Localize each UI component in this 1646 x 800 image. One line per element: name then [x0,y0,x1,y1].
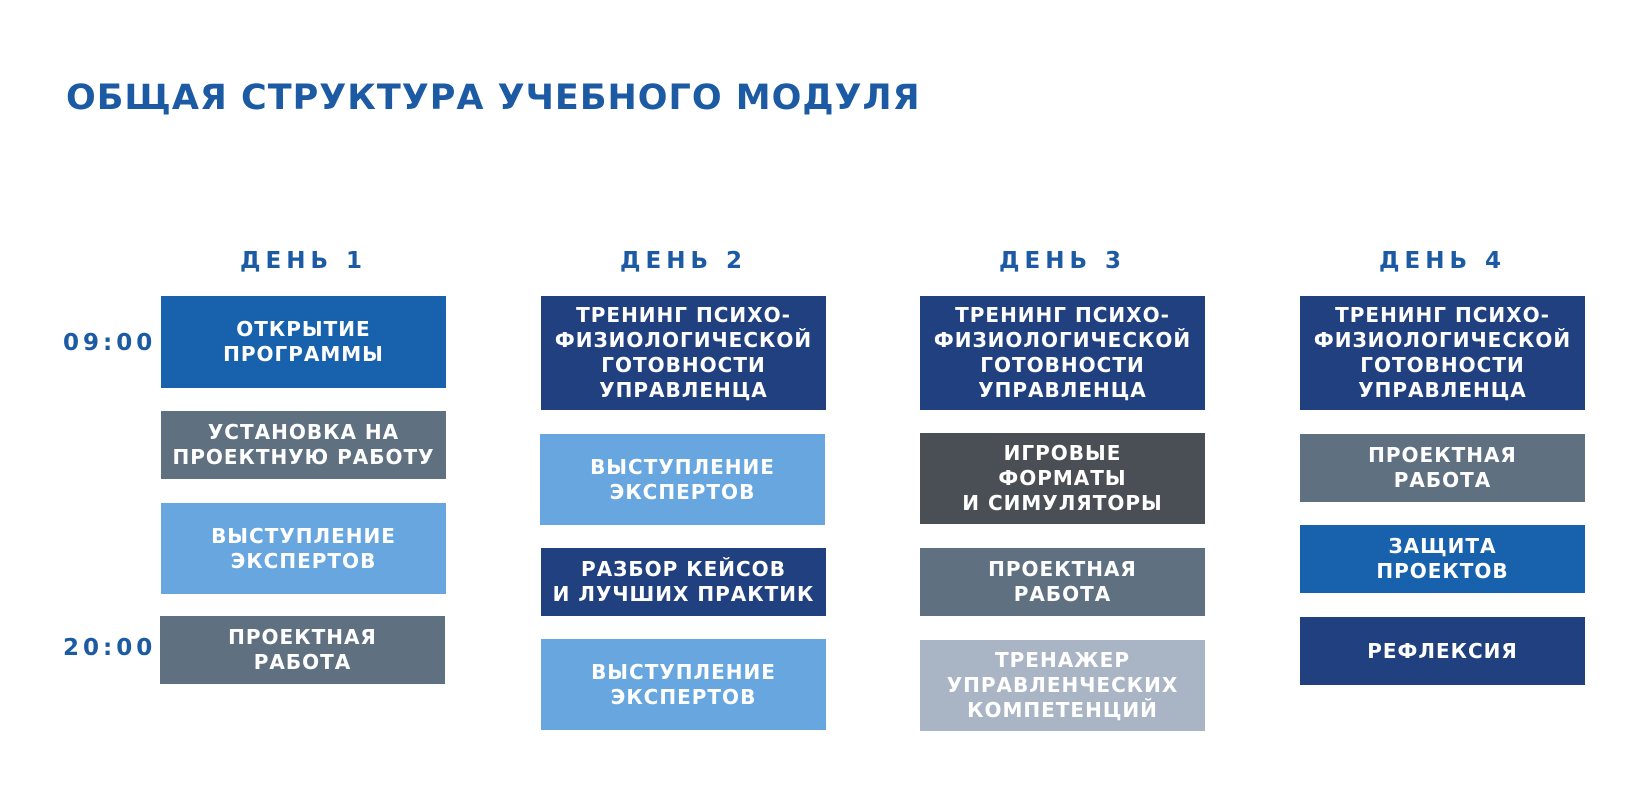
day-3-block-games: ИГРОВЫЕ ФОРМАТЫ И СИМУЛЯТОРЫ [920,433,1205,524]
day-3-block-simulator: ТРЕНАЖЕР УПРАВЛЕНЧЕСКИХ КОМПЕТЕНЦИЙ [920,640,1205,731]
day-2-block-experts-2: ВЫСТУПЛЕНИЕ ЭКСПЕРТОВ [541,639,826,730]
day-1-block-project-setup: УСТАНОВКА НА ПРОЕКТНУЮ РАБОТУ [161,411,446,479]
day-4-block-reflection: РЕФЛЕКСИЯ [1300,617,1585,685]
time-end-label: 20:00 [63,635,157,661]
day-3-block-training: ТРЕНИНГ ПСИХО- ФИЗИОЛОГИЧЕСКОЙ ГОТОВНОСТИ УПРАВЛЕНЦА [920,296,1205,410]
day-2-block-training: ТРЕНИНГ ПСИХО- ФИЗИОЛОГИЧЕСКОЙ ГОТОВНОСТИ УПРАВЛЕНЦА [541,296,826,410]
day-1-block-experts: ВЫСТУПЛЕНИЕ ЭКСПЕРТОВ [161,503,446,594]
day-1-block-opening: ОТКРЫТИЕ ПРОГРАММЫ [161,296,446,388]
day-1-block-project-work: ПРОЕКТНАЯ РАБОТА [160,616,445,684]
day-4-block-project-work: ПРОЕКТНАЯ РАБОТА [1300,434,1585,502]
day-3-label: ДЕНЬ 3 [999,248,1126,274]
day-1-label: ДЕНЬ 1 [240,248,367,274]
day-3-block-project-work: ПРОЕКТНАЯ РАБОТА [920,548,1205,616]
day-4-label: ДЕНЬ 4 [1379,248,1506,274]
day-4-block-defense: ЗАЩИТА ПРОЕКТОВ [1300,525,1585,593]
day-2-block-experts: ВЫСТУПЛЕНИЕ ЭКСПЕРТОВ [540,434,825,525]
day-4-block-training: ТРЕНИНГ ПСИХО- ФИЗИОЛОГИЧЕСКОЙ ГОТОВНОСТИ УПРАВЛЕНЦА [1300,296,1585,410]
day-2-block-cases: РАЗБОР КЕЙСОВ И ЛУЧШИХ ПРАКТИК [541,548,826,616]
day-2-label: ДЕНЬ 2 [620,248,747,274]
page-title: ОБЩАЯ СТРУКТУРА УЧЕБНОГО МОДУЛЯ [66,78,921,118]
time-start-label: 09:00 [63,330,157,356]
